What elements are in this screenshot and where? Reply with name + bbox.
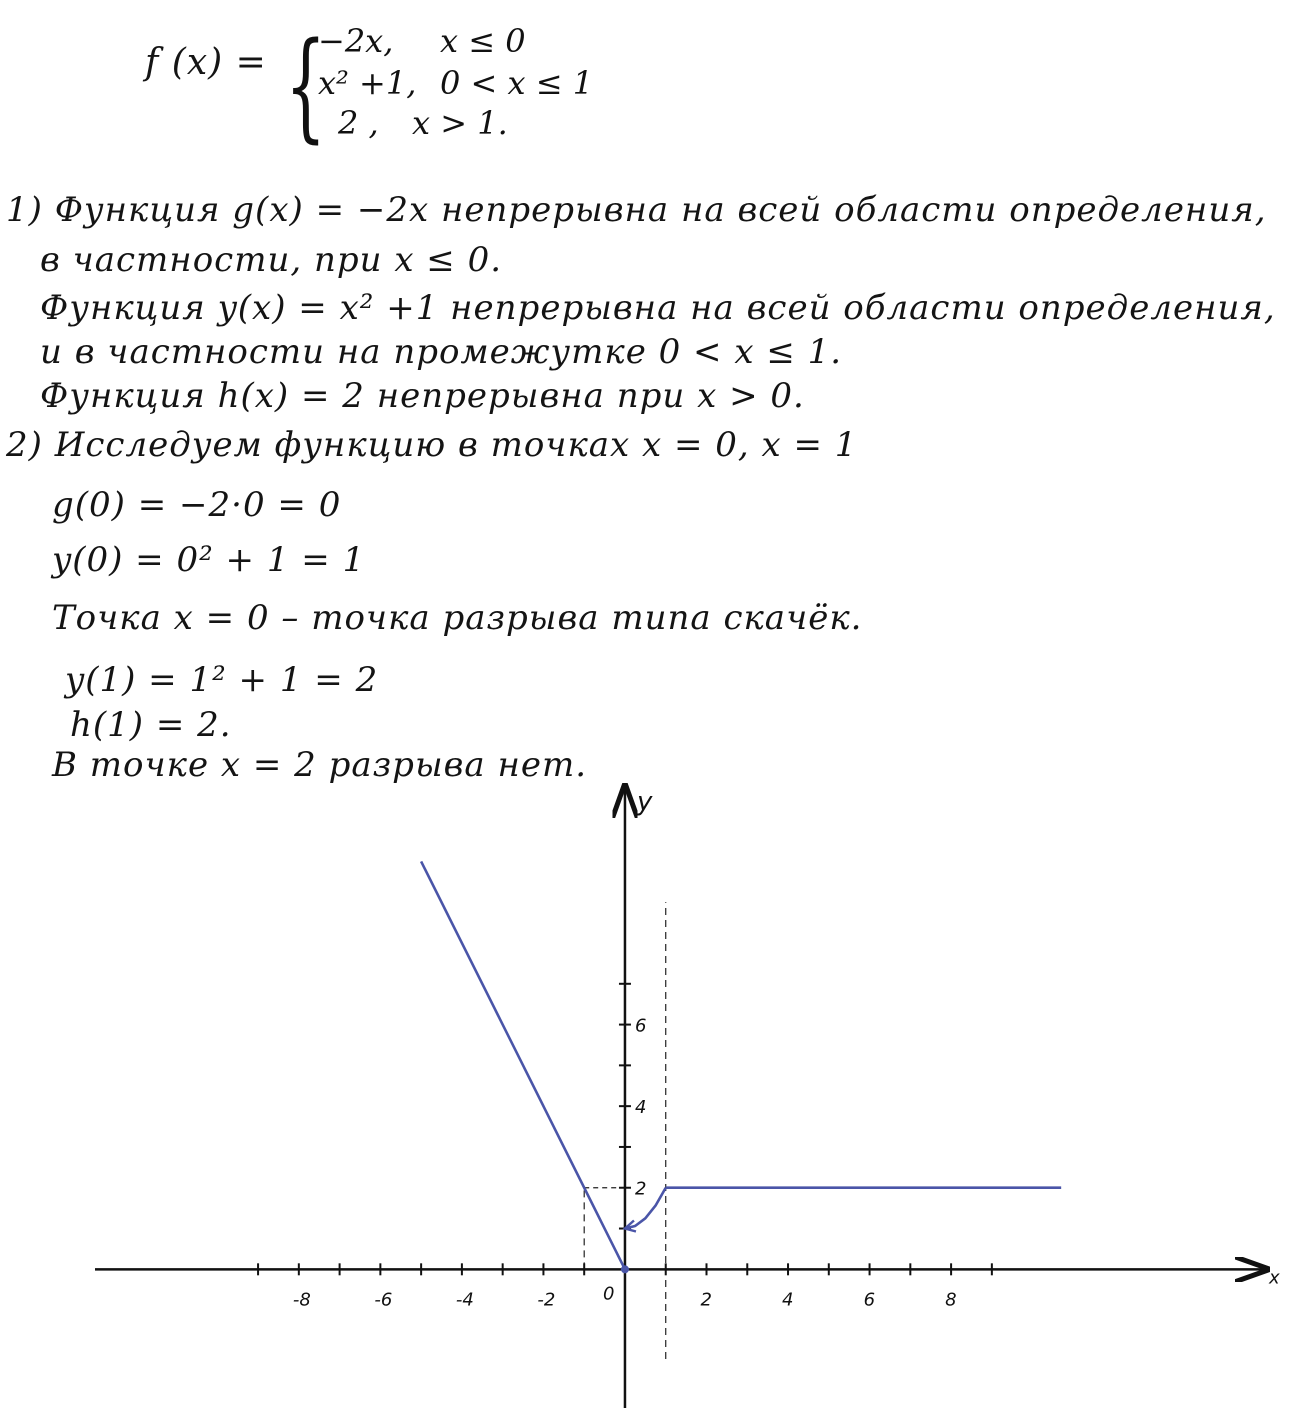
solution-line-1: 1) Функция g(x) = −2x непрерывна на всей области определения, (6, 190, 1267, 230)
solution-line-3: Функция y(x) = x² +1 непрерывна на всей области определения, (40, 288, 1276, 328)
x-tick-label: 2 (700, 1289, 712, 1311)
graph-series (421, 861, 1061, 1273)
x-tick-label: 6 (863, 1289, 876, 1311)
x-tick-label: -6 (374, 1289, 393, 1311)
solution-line-10: y(1) = 1² + 1 = 2 (65, 660, 379, 700)
origin-point (621, 1265, 629, 1273)
x-tick-label: 0 (602, 1283, 615, 1305)
y-tick-label: 2 (634, 1178, 647, 1200)
x-tick-label: 8 (945, 1289, 957, 1311)
solution-line-11: h(1) = 2. (70, 705, 232, 745)
y-axis-label: y (636, 787, 653, 817)
solution-line-9: Точка x = 0 – точка разрыва типа скачёк. (52, 598, 863, 638)
solution-line-5: Функция h(x) = 2 непрерывна при x > 0. (40, 376, 805, 416)
piece-3-cond: x > 1. (412, 104, 508, 142)
piece-2-expr: x² +1, (318, 64, 417, 102)
function-lhs: f (x) = (145, 42, 267, 83)
piece-3-expr: 2 , (338, 104, 379, 142)
x-tick-label: -8 (292, 1289, 311, 1311)
axes (95, 787, 1280, 1408)
function-graph (0, 760, 1297, 1417)
piece-2-cond: 0 < x ≤ 1 (440, 64, 594, 102)
x-axis-label: x (1269, 1267, 1280, 1289)
series-line-1 (421, 861, 625, 1269)
solution-line-12: В точке x = 2 разрыва нет. (52, 745, 588, 785)
solution-line-7: g(0) = −2·0 = 0 (52, 485, 342, 525)
x-tick-label: -2 (537, 1289, 556, 1311)
solution-line-2: в частности, при x ≤ 0. (40, 240, 503, 280)
solution-line-6: 2) Исследуем функцию в точках x = 0, x = 1 (6, 425, 858, 465)
x-tick-label: 4 (782, 1289, 794, 1311)
y-tick-label: 6 (634, 1015, 647, 1037)
piece-1-cond: x ≤ 0 (440, 22, 526, 60)
solution-line-4: и в частности на промежутке 0 < x ≤ 1. (40, 332, 843, 372)
solution-line-8: y(0) = 0² + 1 = 1 (52, 540, 366, 580)
piecewise-brace: { (285, 16, 327, 154)
y-tick-label: 4 (634, 1097, 647, 1119)
piece-1-expr: −2x, (318, 22, 394, 60)
x-tick-label: -4 (455, 1289, 474, 1311)
